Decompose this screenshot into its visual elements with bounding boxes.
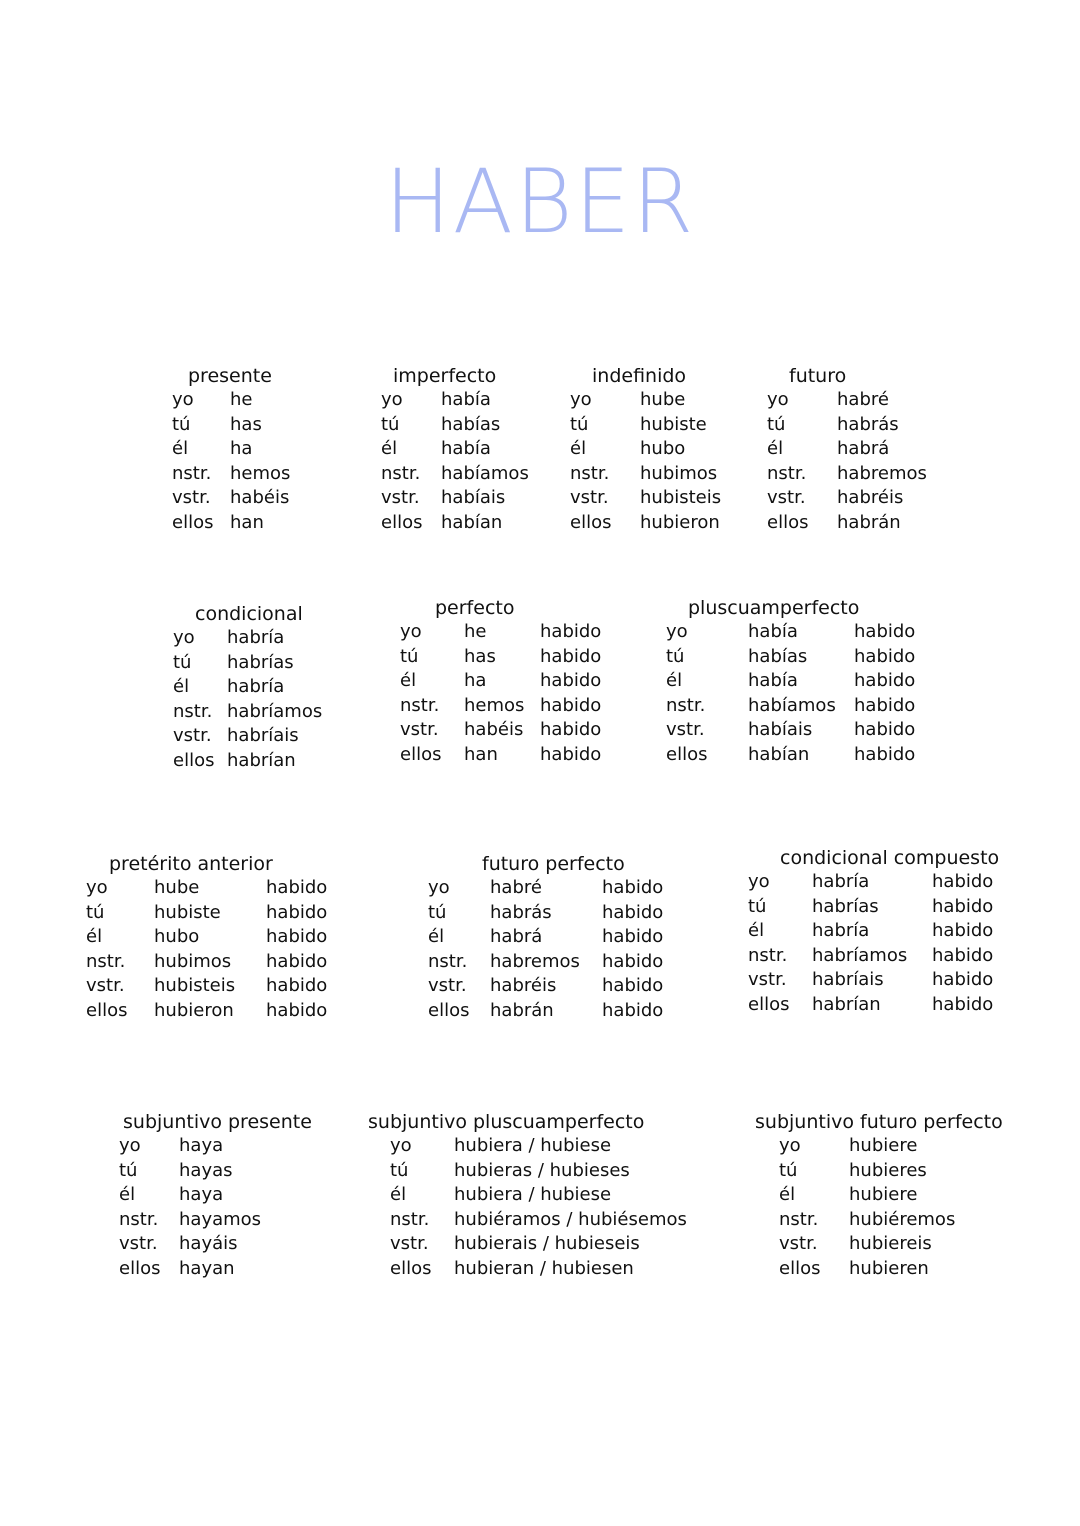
verb-form: has <box>464 645 496 667</box>
verb-form: habremos <box>490 950 580 972</box>
pronoun: ellos <box>381 511 423 533</box>
tense-name: imperfecto <box>393 365 497 387</box>
pronoun: yo <box>767 389 789 410</box>
verb-form: habrás <box>490 901 552 923</box>
verb-form: han <box>230 511 264 533</box>
participle: habido <box>266 877 328 898</box>
verb-form: habían <box>441 511 503 533</box>
pronoun: yo <box>381 389 403 410</box>
verb-form: hayáis <box>179 1233 238 1254</box>
pronoun: yo <box>666 621 688 642</box>
verb-form: hayan <box>179 1257 235 1279</box>
participle: habido <box>266 926 328 947</box>
participle: habido <box>540 621 602 642</box>
verb-form: hubo <box>154 926 200 947</box>
verb-form: habrá <box>490 926 543 947</box>
verb-form: hubiste <box>640 413 707 435</box>
verb-form: habíais <box>441 487 506 508</box>
verb-form: hube <box>640 389 686 410</box>
pronoun: él <box>570 438 587 459</box>
pronoun: ellos <box>428 999 470 1021</box>
verb-form: habrán <box>837 511 901 533</box>
tense-name: condicional compuesto <box>780 847 1000 869</box>
pronoun: nstr. <box>381 462 421 484</box>
verb-form: han <box>464 743 498 765</box>
pronoun: vstr. <box>748 969 787 990</box>
pronoun: él <box>86 926 103 947</box>
tense-name: pluscuamperfecto <box>688 597 860 619</box>
pronoun: tú <box>767 413 786 435</box>
pronoun: yo <box>86 877 108 898</box>
verb-form: habían <box>748 743 810 765</box>
pronoun: tú <box>119 1159 138 1181</box>
verb-form: hubieran / hubiesen <box>454 1257 634 1279</box>
pronoun: ellos <box>173 749 215 771</box>
pronoun: yo <box>173 627 195 648</box>
pronoun: ellos <box>390 1257 432 1279</box>
pronoun: él <box>428 926 445 947</box>
participle: habido <box>932 944 994 966</box>
verb-form: habremos <box>837 462 927 484</box>
pronoun: yo <box>119 1135 141 1156</box>
verb-form: habrías <box>227 651 294 673</box>
pronoun: tú <box>381 413 400 435</box>
pronoun: ellos <box>172 511 214 533</box>
verb-form: hubiere <box>849 1135 918 1156</box>
participle: habido <box>602 926 664 947</box>
pronoun: nstr. <box>172 462 212 484</box>
pronoun: yo <box>779 1135 801 1156</box>
verb-form: ha <box>230 438 253 459</box>
verb-form: habríais <box>227 725 299 746</box>
tense-name: futuro perfecto <box>482 853 625 875</box>
verb-form: habrían <box>812 993 881 1015</box>
verb-form: habrás <box>837 413 899 435</box>
verb-form: habríamos <box>812 944 908 966</box>
verb-form: hubiste <box>154 901 221 923</box>
participle: habido <box>540 743 602 765</box>
pronoun: vstr. <box>173 725 212 746</box>
participle: habido <box>602 975 664 996</box>
participle: habido <box>540 670 602 691</box>
pronoun: tú <box>570 413 589 435</box>
participle: habido <box>932 920 994 941</box>
pronoun: él <box>119 1184 136 1205</box>
participle: habido <box>266 999 328 1021</box>
tense-name: perfecto <box>435 597 515 619</box>
verb-form: habías <box>441 413 501 435</box>
tense-name: indefinido <box>592 365 687 387</box>
tense-name: subjuntivo futuro perfecto <box>755 1111 1003 1133</box>
pronoun: ellos <box>767 511 809 533</box>
pronoun: él <box>381 438 398 459</box>
verb-form: habrías <box>812 895 879 917</box>
verb-form: habíamos <box>441 462 529 484</box>
participle: habido <box>602 901 664 923</box>
pronoun: él <box>666 670 683 691</box>
verb-form: hubieren <box>849 1257 929 1279</box>
pronoun: nstr. <box>428 950 468 972</box>
pronoun: nstr. <box>173 700 213 722</box>
pronoun: ellos <box>748 993 790 1015</box>
participle: habido <box>266 975 328 996</box>
participle: habido <box>854 645 916 667</box>
verb-form: hemos <box>230 462 291 484</box>
verb-form: hubisteis <box>640 487 722 508</box>
tense-name: subjuntivo pluscuamperfecto <box>368 1111 645 1133</box>
pronoun: él <box>390 1184 407 1205</box>
pronoun: él <box>767 438 784 459</box>
verb-form: habréis <box>837 487 904 508</box>
verb-form: has <box>230 413 262 435</box>
pronoun: ellos <box>779 1257 821 1279</box>
tense-name: futuro <box>789 365 847 387</box>
verb-form: hubieron <box>154 999 234 1021</box>
tense-name: pretérito anterior <box>109 853 273 875</box>
verb-form: habíamos <box>748 694 836 716</box>
verb-form: habíais <box>748 719 813 740</box>
verb-form: hubisteis <box>154 975 236 996</box>
verb-form: habéis <box>464 719 524 740</box>
pronoun: ellos <box>570 511 612 533</box>
pronoun: tú <box>173 651 192 673</box>
pronoun: nstr. <box>390 1208 430 1230</box>
verb-form: haya <box>179 1135 224 1156</box>
pronoun: vstr. <box>666 719 705 740</box>
pronoun: ellos <box>666 743 708 765</box>
pronoun: él <box>779 1184 796 1205</box>
verb-form: habré <box>837 389 889 410</box>
verb-form: habéis <box>230 487 290 508</box>
verb-form: hayas <box>179 1159 233 1181</box>
participle: habido <box>540 645 602 667</box>
verb-form: había <box>441 389 491 410</box>
verb-form: hayamos <box>179 1208 262 1230</box>
verb-form: hubimos <box>640 462 718 484</box>
pronoun: yo <box>570 389 592 410</box>
pronoun: tú <box>428 901 447 923</box>
verb-form: hubierais / hubieseis <box>454 1233 640 1254</box>
verb-form: habríamos <box>227 700 323 722</box>
verb-form: habías <box>748 645 808 667</box>
verb-form: habría <box>812 871 870 892</box>
verb-form: había <box>748 621 798 642</box>
pronoun: yo <box>390 1135 412 1156</box>
pronoun: vstr. <box>381 487 420 508</box>
verb-form: hemos <box>464 694 525 716</box>
participle: habido <box>602 999 664 1021</box>
pronoun: nstr. <box>119 1208 159 1230</box>
verb-form: he <box>464 621 487 642</box>
verb-form: había <box>441 438 491 459</box>
verb-form: hube <box>154 877 200 898</box>
tense-name: subjuntivo presente <box>123 1111 312 1133</box>
pronoun: tú <box>779 1159 798 1181</box>
pronoun: él <box>172 438 189 459</box>
pronoun: vstr. <box>779 1233 818 1254</box>
verb-form: ha <box>464 670 487 691</box>
pronoun: tú <box>400 645 419 667</box>
pronoun: él <box>173 676 190 697</box>
pronoun: vstr. <box>172 487 211 508</box>
pronoun: tú <box>748 895 767 917</box>
participle: habido <box>602 877 664 898</box>
pronoun: tú <box>666 645 685 667</box>
pronoun: tú <box>172 413 191 435</box>
pronoun: ellos <box>400 743 442 765</box>
verb-form: hubiereis <box>849 1233 932 1254</box>
verb-form: hubimos <box>154 950 232 972</box>
pronoun: yo <box>400 621 422 642</box>
pronoun: él <box>748 920 765 941</box>
pronoun: tú <box>390 1159 409 1181</box>
verb-form: hubieron <box>640 511 720 533</box>
participle: habido <box>854 719 916 740</box>
pronoun: nstr. <box>86 950 126 972</box>
participle: habido <box>932 895 994 917</box>
pronoun: vstr. <box>767 487 806 508</box>
participle: habido <box>854 621 916 642</box>
pronoun: yo <box>428 877 450 898</box>
pronoun: nstr. <box>767 462 807 484</box>
participle: habido <box>854 670 916 691</box>
participle: habido <box>266 901 328 923</box>
verb-form: habríais <box>812 969 884 990</box>
pronoun: nstr. <box>779 1208 819 1230</box>
participle: habido <box>540 694 602 716</box>
pronoun: nstr. <box>666 694 706 716</box>
participle: habido <box>854 743 916 765</box>
pronoun: vstr. <box>428 975 467 996</box>
pronoun: ellos <box>86 999 128 1021</box>
pronoun: vstr. <box>570 487 609 508</box>
pronoun: nstr. <box>400 694 440 716</box>
verb-form: hubiera / hubiese <box>454 1184 612 1205</box>
pronoun: vstr. <box>400 719 439 740</box>
participle: habido <box>932 871 994 892</box>
verb-form: hubiera / hubiese <box>454 1135 612 1156</box>
pronoun: nstr. <box>570 462 610 484</box>
verb-form: hubo <box>640 438 686 459</box>
verb-form: habría <box>227 676 285 697</box>
verb-form: habrán <box>490 999 554 1021</box>
pronoun: él <box>400 670 417 691</box>
pronoun: yo <box>172 389 194 410</box>
tense-name: presente <box>188 365 272 387</box>
verb-form: habrían <box>227 749 296 771</box>
participle: habido <box>266 950 328 972</box>
pronoun: vstr. <box>390 1233 429 1254</box>
verb-form: habría <box>812 920 870 941</box>
verb-form: hubiere <box>849 1184 918 1205</box>
tense-name: condicional <box>195 603 303 625</box>
pronoun: vstr. <box>86 975 125 996</box>
verb-form: habría <box>227 627 285 648</box>
participle: habido <box>854 694 916 716</box>
pronoun: nstr. <box>748 944 788 966</box>
verb-form: habrá <box>837 438 890 459</box>
pronoun: yo <box>748 871 770 892</box>
verb-form: hubieras / hubieses <box>454 1159 630 1181</box>
verb-form: había <box>748 670 798 691</box>
participle: habido <box>602 950 664 972</box>
pronoun: ellos <box>119 1257 161 1279</box>
verb-form: hubiéremos <box>849 1208 956 1230</box>
pronoun: tú <box>86 901 105 923</box>
page-title: HABER <box>384 150 696 253</box>
verb-form: habré <box>490 877 542 898</box>
pronoun: vstr. <box>119 1233 158 1254</box>
verb-form: he <box>230 389 253 410</box>
participle: habido <box>540 719 602 740</box>
verb-form: hubieres <box>849 1159 927 1181</box>
participle: habido <box>932 993 994 1015</box>
verb-form: habréis <box>490 975 557 996</box>
verb-form: hubiéramos / hubiésemos <box>454 1208 687 1230</box>
verb-form: haya <box>179 1184 224 1205</box>
participle: habido <box>932 969 994 990</box>
